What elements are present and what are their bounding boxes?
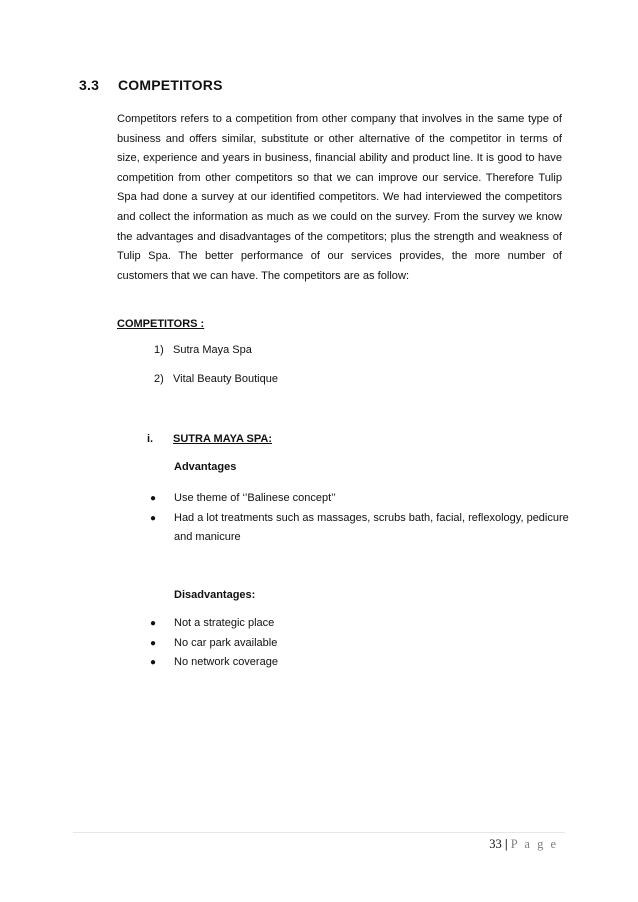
list-item — [150, 614, 570, 634]
page-number: 33 — [489, 837, 502, 851]
footer-divider — [73, 832, 565, 833]
competitor-name: Sutra Maya Spa — [173, 344, 252, 356]
disadvantage-text: Not a strategic place — [174, 617, 275, 629]
competitor-name: Vital Beauty Boutique — [173, 373, 278, 385]
page-word: P a g e — [510, 837, 558, 851]
list-item — [150, 489, 570, 509]
list-item — [154, 373, 278, 402]
section-number: 3.3 — [79, 77, 100, 93]
disadvantages-list — [150, 614, 570, 673]
roman-marker: i. — [147, 433, 154, 445]
footer-separator: | — [504, 837, 508, 851]
disadvantages-title: Disadvantages: — [174, 589, 256, 601]
list-item — [150, 509, 570, 548]
disadvantage-text: No network coverage — [174, 656, 278, 669]
sutra-title: SUTRA MAYA SPA: — [173, 433, 273, 445]
bullet-icon: ● — [150, 637, 157, 649]
competitor-list — [154, 344, 278, 402]
sutra-heading — [147, 433, 272, 445]
intro-paragraph: Competitors refers to a competition from other company that involves in the same type of business and offers similar, substitute or other alternative of the competitor in terms of size, experience and years in business, financial ability and product line. It is good to have competition from other competitors so that we can improve our service. Therefore Tulip Spa had done a survey at our identified competitors. We had interviewed the competitors and collect the information as much as we could on the survey. From the survey we know the advantages and disadvantages of the competitors; plus the strength and weakness of Tulip Spa. The better performance of our services provides, the more number of customers that we can have. The competitors are as follow: — [117, 113, 562, 282]
section-title: COMPETITORS — [118, 77, 223, 93]
advantage-text: Had a lot treatments such as massages, scrubs bath, facial, reflexology, pedicure and manicure — [174, 511, 569, 544]
list-marker: 2) — [154, 373, 164, 385]
list-item — [150, 653, 570, 673]
advantage-text: Use theme of ‘’Balinese concept’’ — [174, 492, 336, 504]
bullet-icon: ● — [150, 618, 157, 629]
bullet-icon: ● — [150, 512, 157, 524]
bullet-icon: ● — [150, 493, 157, 504]
competitors-label: COMPETITORS : — [117, 318, 205, 330]
advantages-list — [150, 489, 570, 548]
list-marker: 1) — [154, 344, 164, 356]
disadvantage-text: No car park available — [174, 636, 278, 649]
bullet-icon: ● — [150, 657, 157, 669]
advantages-title: Advantages — [174, 461, 237, 473]
list-item — [150, 634, 570, 654]
page-footer — [489, 837, 558, 852]
list-item — [154, 344, 278, 373]
section-heading — [79, 77, 223, 93]
